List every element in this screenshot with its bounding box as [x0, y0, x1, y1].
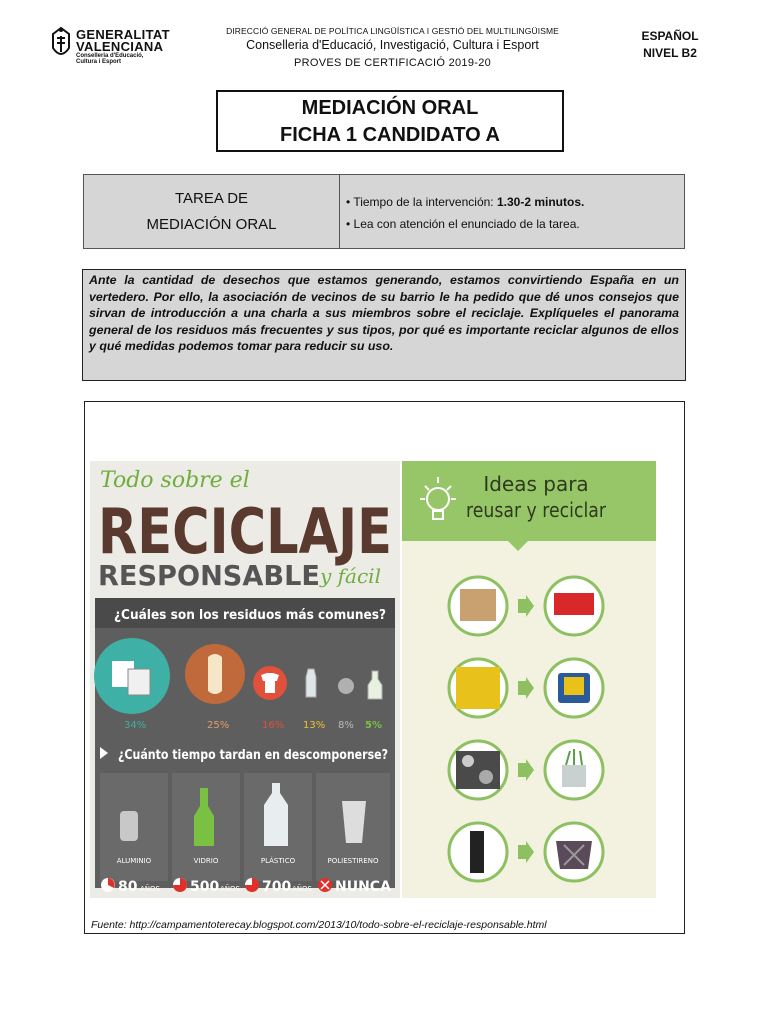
task-table — [83, 174, 685, 249]
generalitat-logo — [50, 26, 180, 66]
material-name-2: PLÁSTICO — [260, 857, 296, 865]
material-time-1: 500 — [190, 879, 220, 895]
org-name-line3: Conselleria d'Educació, — [76, 53, 144, 59]
task-label-line2: MEDIACIÓN ORAL — [146, 216, 277, 233]
title-box — [216, 90, 564, 152]
material-unit-0: AÑOS — [140, 885, 160, 893]
material-name-0: ALUMINIO — [116, 857, 152, 865]
title-line1: MEDIACIÓN ORAL — [301, 97, 479, 119]
task-label-cell — [84, 175, 340, 248]
material-unit-1: AÑOS — [220, 885, 240, 893]
task-label-line1: TAREA DE — [174, 190, 249, 207]
instruction-time — [346, 191, 584, 213]
heading-script: Todo sobre el — [100, 468, 250, 493]
waste-pct-0: 34% — [124, 720, 147, 731]
org-name-line2: VALENCIANA — [76, 39, 164, 54]
org-name-line1: GENERALITAT — [76, 27, 170, 42]
task-instructions — [346, 191, 584, 235]
heading-sub: RESPONSABLE — [98, 559, 320, 592]
material-unit-2: AÑOS — [292, 885, 312, 893]
instruction-read — [346, 213, 584, 235]
heading-main: RECICLAJE — [98, 495, 392, 568]
image-frame — [84, 401, 685, 934]
instruction-time-value: 1.30-2 minutos. — [496, 195, 585, 209]
title-line2: FICHA 1 CANDIDATO A — [280, 124, 500, 146]
material-time-3: NUNCA — [335, 879, 391, 895]
heading-sub-script: y fácil — [320, 564, 381, 588]
recycling-infographic — [90, 461, 656, 898]
bullet-icon: • — [346, 217, 351, 231]
material-name-1: VIDRIO — [193, 857, 219, 865]
material-time-2: 700 — [262, 879, 292, 895]
crest-icon — [50, 26, 72, 62]
waste-pct-3: 13% — [303, 720, 326, 731]
source-citation: Fuente: http://campamentoterecay.blogspot.com/2013/10/todo-sobre-el-reciclaje-responsable.html — [91, 919, 547, 931]
waste-pct-5: 5% — [365, 720, 382, 731]
directorate-line: DIRECCIÓ GENERAL DE POLÍTICA LINGÜÍSTICA I GESTIÓ DEL MULTILINGÜISME — [226, 26, 559, 36]
bullet-icon: • — [346, 195, 351, 209]
waste-pct-1: 25% — [207, 720, 230, 731]
language-level — [630, 28, 710, 62]
ideas-title-line1: Ideas para — [483, 472, 589, 496]
conselleria-line: Conselleria d'Educació, Investigació, Cultura i Esport — [246, 38, 539, 52]
ideas-title-line2: reusar y reciclar — [466, 498, 607, 522]
language-label: ESPAÑOL — [641, 29, 699, 43]
material-name-3: POLIESTIRENO — [327, 857, 379, 865]
waste-pct-4: 8% — [338, 720, 354, 731]
exams-line: PROVES DE CERTIFICACIÓ 2019-20 — [293, 57, 492, 69]
question-common-waste: ¿Cuáles son los residuos más comunes? — [114, 608, 386, 623]
question-decompose: ¿Cuánto tiempo tardan en descomponerse? — [118, 748, 388, 763]
instruction-time-prefix: Tiempo de la intervención: — [353, 195, 497, 209]
org-name-line4: Cultura i Esport — [76, 59, 122, 65]
task-prompt: Ante la cantidad de desechos que estamos generando, estamos convirtiendo España en un vertedero. Por ello, la asociación de vecinos de su barrio le ha pedido que dé unos consejos que sirvan de introducción a una charla a sus miembros sobre el reciclaje. Explíqueles el panorama general de los residuos más frecuentes y sus tipos, por qué es importante reciclar algunos de ellos y qué medidas podemos tomar para reducir su uso. — [82, 269, 686, 381]
material-time-0: 80 — [118, 879, 138, 895]
level-label: NIVEL B2 — [643, 46, 697, 60]
waste-pct-2: 16% — [262, 720, 285, 731]
instruction-read-text: Lea con atención el enunciado de la tarea. — [353, 217, 580, 231]
